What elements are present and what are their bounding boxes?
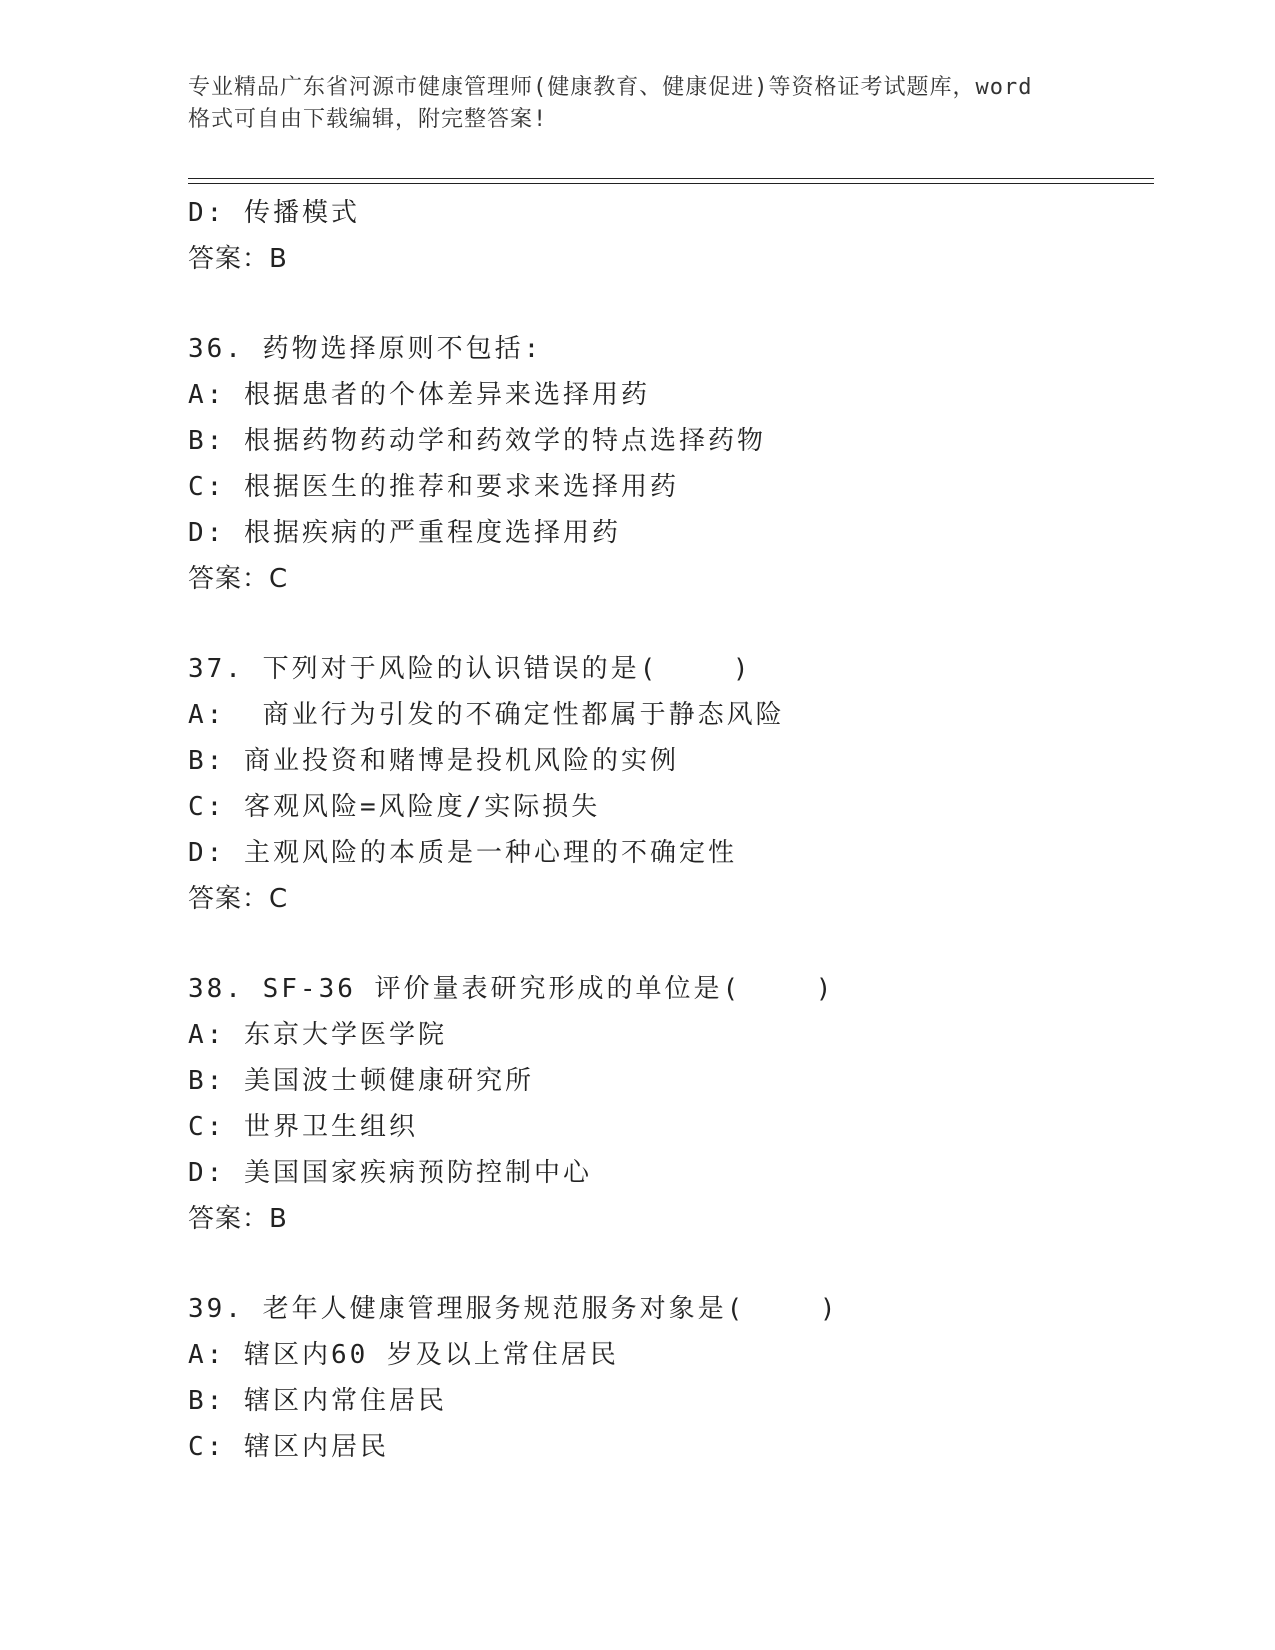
document-body — [188, 190, 1154, 1470]
option-a: A: 商业行为引发的不确定性都属于静态风险 — [188, 700, 785, 730]
question-38 — [188, 966, 1154, 1242]
prev-question-answer: 答案：B — [188, 244, 288, 274]
option-b: B: 根据药物药动学和药效学的特点选择药物 — [188, 426, 766, 456]
header-rule-top — [188, 178, 1154, 179]
document-header — [188, 72, 1088, 136]
header-line-1: 专业精品广东省河源市健康管理师(健康教育、健康促进)等资格证考试题库，word — [188, 75, 1033, 100]
option-c: C: 根据医生的推荐和要求来选择用药 — [188, 472, 679, 502]
option-b: B: 辖区内常住居民 — [188, 1386, 447, 1416]
option-b: B: 商业投资和赌博是投机风险的实例 — [188, 746, 679, 776]
option-a: A: 东京大学医学院 — [188, 1020, 447, 1050]
option-b: B: 美国波士顿健康研究所 — [188, 1066, 534, 1096]
option-c: C: 辖区内居民 — [188, 1432, 389, 1462]
answer: 答案：C — [188, 564, 289, 594]
question-stem: 39. 老年人健康管理服务规范服务对象是( ) — [188, 1294, 839, 1324]
option-a: A: 辖区内60 岁及以上常住居民 — [188, 1340, 619, 1370]
question-36 — [188, 326, 1154, 602]
answer: 答案：C — [188, 884, 289, 914]
question-stem: 37. 下列对于风险的认识错误的是( ) — [188, 654, 752, 684]
option-c: C: 世界卫生组织 — [188, 1112, 418, 1142]
option-d: D: 美国国家疾病预防控制中心 — [188, 1158, 592, 1188]
question-stem: 38. SF-36 评价量表研究形成的单位是( ) — [188, 974, 835, 1004]
option-d: D: 主观风险的本质是一种心理的不确定性 — [188, 838, 737, 868]
answer: 答案：B — [188, 1204, 288, 1234]
question-stem: 36. 药物选择原则不包括: — [188, 334, 543, 364]
option-d: D: 根据疾病的严重程度选择用药 — [188, 518, 621, 548]
question-39 — [188, 1286, 1154, 1470]
prev-question-option-d: D: 传播模式 — [188, 198, 360, 228]
question-37 — [188, 646, 1154, 922]
option-a: A: 根据患者的个体差异来选择用药 — [188, 380, 650, 410]
option-c: C: 客观风险=风险度/实际损失 — [188, 792, 601, 822]
header-line-2: 格式可自由下载编辑，附完整答案! — [188, 107, 548, 132]
header-rule-bottom — [188, 183, 1154, 184]
